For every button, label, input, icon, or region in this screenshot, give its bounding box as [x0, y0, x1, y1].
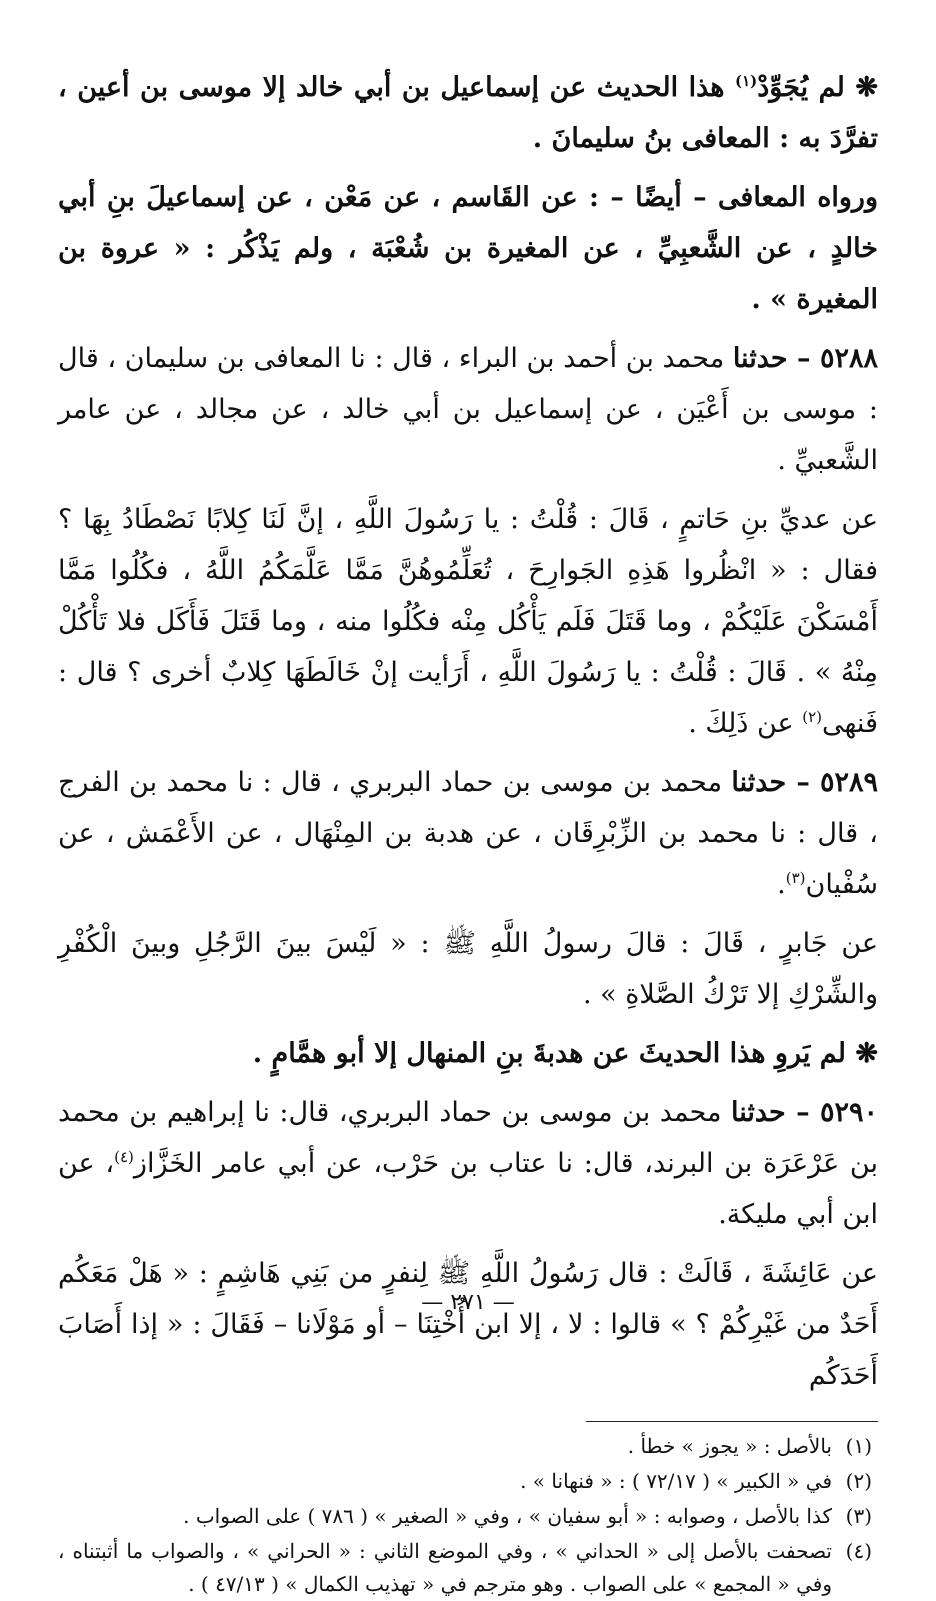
- hadith-5289-matn: عن جَابرٍ ، قَالَ : قالَ رسولُ اللَّهِ ﷺ : « لَيْسَ بينَ الرَّجُلِ وبينَ الْكُفْرِ والشِّرْكِ إلا تَرْكُ الصَّلاةِ » .: [58, 928, 878, 1010]
- hadith-5290-isnad: ٥٢٩٠ – حدثنا محمد بن موسى بن حماد البربري، قال: نا إبراهيم بن محمد بن عَرْعَرَة بن البرند، قال: نا عتاب بن حَرْب، عن أبي عامر الخَزَّاز$^{(٤)}$، عن ابن أبي مليكة.: [58, 1097, 878, 1230]
- footnote-ref-2[interactable]: (٢): [802, 708, 822, 726]
- hadith-number: ٥٢٩٠ – حدثنا: [731, 1097, 878, 1128]
- footnote-ref-4[interactable]: (٤): [114, 1148, 134, 1166]
- footnote-ref-1[interactable]: (١): [734, 72, 758, 90]
- hadith-number: ٥٢٨٩ – حدثنا: [731, 767, 878, 798]
- footnote-4: (٤) تصحفت بالأصل إلى « الحداني » ، وفي الموضع الثاني : « الحراني » ، والصواب ما أثبتناه ، وفي « المجمع » على الصواب . وهو مترجم في « تهذيب الكمال » ( ٤٧/١٣ ) .: [58, 1539, 872, 1596]
- footnote-2: (٢) في « الكبير » ( ٧٢/١٧ ) : « فنهانا » .: [520, 1469, 872, 1493]
- hadith-number: ٥٢٨٨ – حدثنا: [732, 343, 878, 374]
- hadith-5289-comment: ❋ لم يَروِ هذا الحديثَ عن هدبةَ بنِ المنهال إلا أبو همَّامٍ .: [252, 1038, 878, 1069]
- footnote-1: (١) بالأصل : « يجوز » خطأ .: [627, 1434, 872, 1458]
- main-text: [58, 62, 878, 1401]
- paragraph-2: ورواه المعافى – أيضًا – : عن القَاسم ، عن مَعْن ، عن إسماعيلَ بنِ أبي خالدٍ ، عن الشَّعبِيِّ ، عن المغيرة بن شُعْبَة ، ولم يَذْكُر : « عروة بن المغيرة » .: [58, 182, 878, 315]
- footnote-divider: [586, 1421, 878, 1422]
- hadith-5288-matn: عن عديِّ بنِ حَاتمٍ ، قَالَ : قُلْتُ : يا رَسُولَ اللَّهِ ، إنَّ لَنَا كِلابًا نَصْطَادُ بِهَا ؟ فقال : « انْظُروا هَذِهِ الجَوارِحَ ، تُعَلِّمُوهُنَّ مَمَّا عَلَّمَكُمُ اللَّهُ ، فكُلُوا مَمَّا أَمْسَكْنَ عَلَيْكُمْ ، وما قَتَلَ فَلَم يَأْكُل مِنْه فكُلُوا منه ، وما قَتَلَ فَأَكَل فلا تَأْكُلْ مِنْهُ » . قَالَ : قُلْتُ : يا رَسُولَ اللَّهِ ، أَرَأيت إنْ خَالَطَهَا كِلابٌ أخرى ؟ قال : فَنهى$^{(٢)}$ عن ذَلِكَ .: [58, 504, 878, 739]
- footnotes: [58, 1430, 872, 1601]
- page-number: — ٢٧١ —: [421, 1290, 515, 1315]
- paragraph-1: ❋ لم يُجَوِّدْ$^{(١)}$ هذا الحديث عن إسماعيل بن أبي خالد إلا موسى بن أعين ، تفرَّدَ به : المعافى بنُ سليمانَ .: [58, 72, 878, 154]
- hadith-5289-isnad: ٥٢٨٩ – حدثنا محمد بن موسى بن حماد البربري ، قال : نا محمد بن الفرج ، قال : نا محمد بن الزِّبْرِقَان ، عن هدبة بن المِنْهَال ، عن الأَعْمَش ، عن سُفْيان$^{(٣)}$.: [58, 767, 878, 900]
- footnote-3: (٣) كذا بالأصل ، وصوابه : « أبو سفيان » ، وفي « الصغير » ( ٧٨٦ ) على الصواب .: [183, 1504, 872, 1528]
- hadith-5288-isnad: ٥٢٨٨ – حدثنا محمد بن أحمد بن البراء ، قال : نا المعافى بن سليمان ، قال : موسى بن أَعْيَن ، عن إسماعيل بن أبي خالد ، عن مجالد ، عن عامر الشَّعبيِّ .: [58, 343, 878, 476]
- footnote-ref-3[interactable]: (٣): [785, 869, 806, 887]
- hadith-5290-matn: عن عَائِشَةَ ، قَالَتْ : قال رَسُولُ اللَّهِ ﷺ لِنفرٍ من بَنِي هَاشِمٍ : « هَلْ مَعَكُم أَحَدٌ من غَيْرِكُمْ ؟ » قالوا : لا ، إلا ابن أُخْتِنَا – أو مَوْلَانا – فَقَالَ : « إذا أَصَابَ أَحَدَكُم: [58, 1258, 878, 1391]
